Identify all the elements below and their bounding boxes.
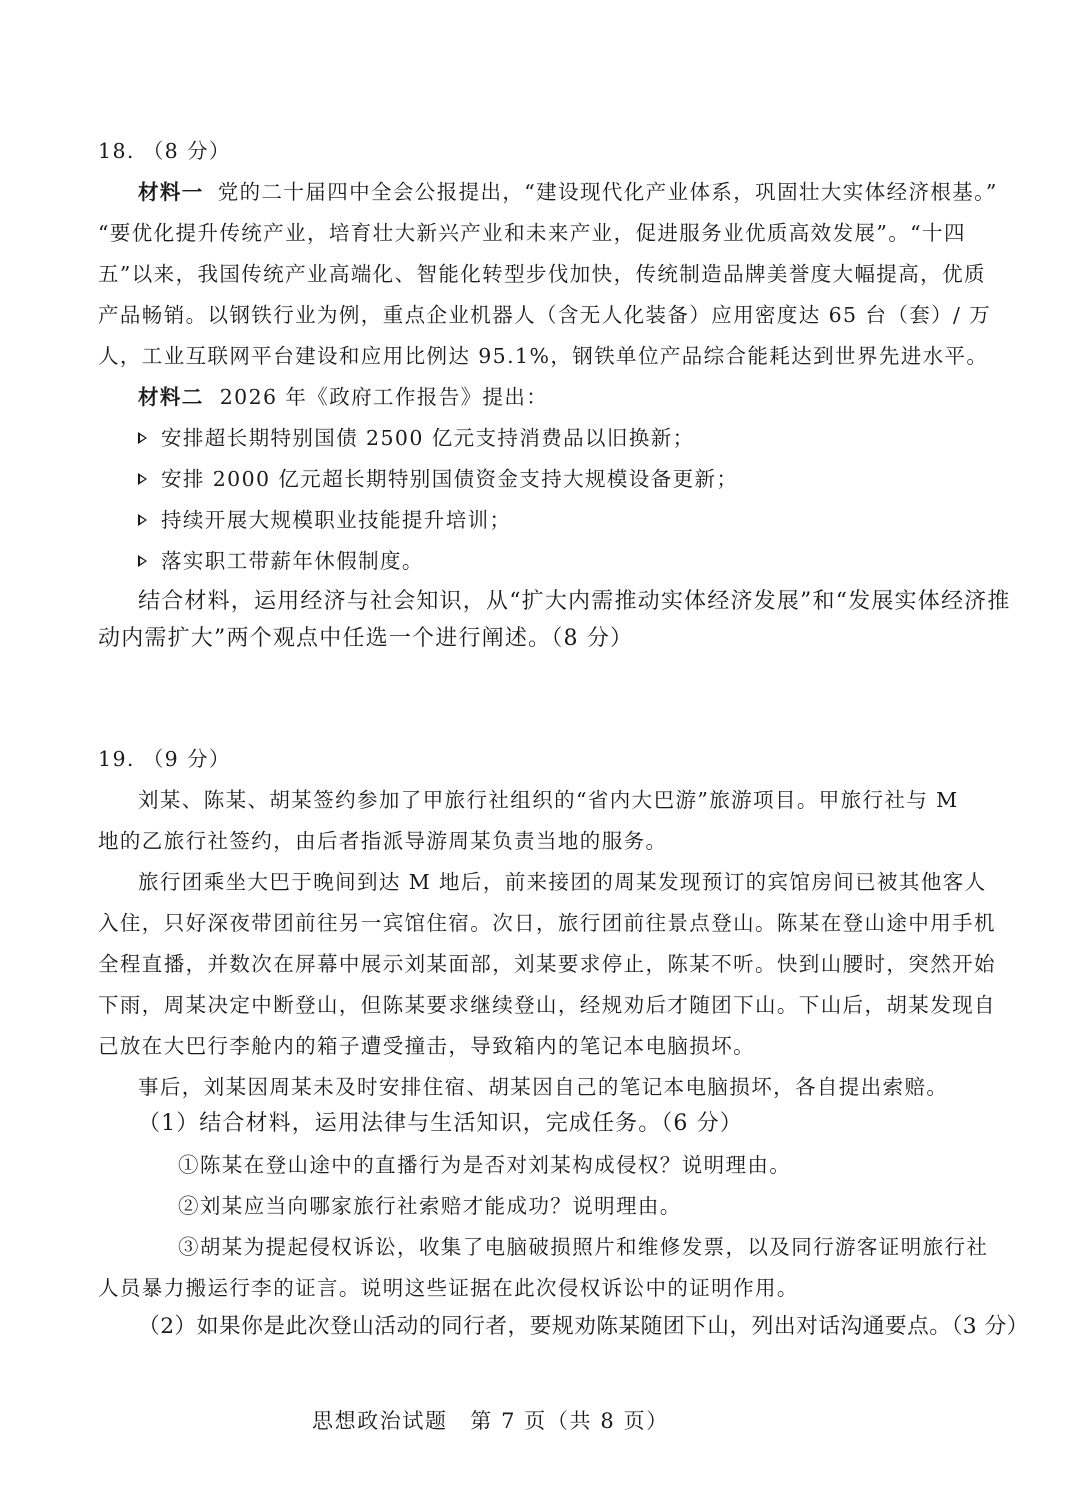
triangle-bullet-icon: [138, 555, 147, 567]
sub-question-1-b: ②刘某应当向哪家旅行社索赔才能成功？说明理由。: [178, 1194, 682, 1218]
bullet-text: 落实职工带薪年休假制度。: [161, 549, 424, 573]
bullet-text: 安排超长期特别国债 2500 亿元支持消费品以旧换新；: [161, 426, 695, 450]
triangle-bullet-icon: [138, 473, 147, 485]
bullet-item: [138, 505, 511, 535]
sub-question-1-a: ①陈某在登山途中的直播行为是否对刘某构成侵权？说明理由。: [178, 1153, 792, 1177]
material-one-label: 材料一: [138, 180, 204, 204]
q19-para2-line4: 下雨，周某决定中断登山，但陈某要求继续登山，经规劝后才随团下山。下山后，胡某发现自: [98, 993, 996, 1017]
task-line-1: 结合材料，运用经济与社会知识，从“扩大内需推动实体经济发展”和“发展实体经济推: [138, 589, 1011, 614]
material-one-text: 党的二十届四中全会公报提出，“建设现代化产业体系，巩固壮大实体经济根基。”: [217, 180, 998, 204]
material-one-line-3: 五”以来，我国传统产业高端化、智能化转型步伐加快，传统制造品牌美誉度大幅提高，优质: [98, 262, 986, 286]
material-one-line-1: [138, 177, 998, 207]
task-line-2: 动内需扩大”两个观点中任选一个进行阐述。（8 分）: [98, 626, 634, 651]
bullet-item: [138, 423, 695, 453]
material-one-line-4: 产品畅销。以钢铁行业为例，重点企业机器人（含无人化装备）应用密度达 65 台（套）/ 万: [98, 303, 992, 327]
sub-question-1-c-line2: 人员暴力搬运行李的证言。说明这些证据在此次侵权诉讼中的证明作用。: [98, 1276, 799, 1300]
bullet-text: 持续开展大规模职业技能提升培训；: [161, 508, 512, 532]
bullet-text: 安排 2000 亿元超长期特别国债资金支持大规模设备更新；: [161, 467, 739, 491]
material-two-intro: [138, 382, 548, 412]
q19-para2-line1: 旅行团乘坐大巴于晚间到达 M 地后，前来接团的周某发现预订的宾馆房间已被其他客人: [138, 870, 987, 894]
sub-question-2: （2）如果你是此次登山活动的同行者，要规劝陈某随团下山，列出对话沟通要点。（3 分）: [138, 1314, 1029, 1339]
sub-question-1: （1）结合材料，运用法律与生活知识，完成任务。（6 分）: [138, 1111, 743, 1136]
q19-para2-line5: 己放在大巴行李舱内的箱子遭受撞击，导致箱内的笔记本电脑损坏。: [98, 1034, 755, 1058]
question-18-number: 18. （8 分）: [98, 139, 231, 163]
question-19-number: 19. （9 分）: [98, 747, 231, 771]
q19-para2-line3: 全程直播，并数次在屏幕中展示刘某面部，刘某要求停止，陈某不听。快到山腰时，突然开始: [98, 952, 996, 976]
bullet-item: [138, 546, 424, 576]
triangle-bullet-icon: [138, 514, 147, 526]
page-footer: 思想政治试题 第 7 页（共 8 页）: [312, 1409, 669, 1433]
material-two-text: 2026 年《政府工作报告》提出：: [219, 385, 549, 409]
material-one-line-5: 人，工业互联网平台建设和应用比例达 95.1%，钢铁单位产品综合能耗达到世界先进水平。: [98, 344, 989, 368]
material-one-line-2: “要优化提升传统产业，培育壮大新兴产业和未来产业，促进服务业优质高效发展”。“十四: [98, 221, 966, 245]
bullet-item: [138, 464, 738, 494]
q19-para3-line1: 事后，刘某因周某未及时安排住宿、胡某因自己的笔记本电脑损坏，各自提出索赔。: [138, 1075, 949, 1099]
q19-para2-line2: 入住，只好深夜带团前往另一宾馆住宿。次日，旅行团前往景点登山。陈某在登山途中用手机: [98, 911, 996, 935]
q19-para1-line1: 刘某、陈某、胡某签约参加了甲旅行社组织的“省内大巴游”旅游项目。甲旅行社与 M: [138, 788, 959, 812]
material-two-label: 材料二: [138, 385, 204, 409]
sub-question-1-c-line1: ③胡某为提起侵权诉讼，收集了电脑破损照片和维修发票，以及同行游客证明旅行社: [178, 1235, 989, 1259]
q19-para1-line2: 地的乙旅行社签约，由后者指派导游周某负责当地的服务。: [98, 829, 668, 853]
triangle-bullet-icon: [138, 432, 147, 444]
